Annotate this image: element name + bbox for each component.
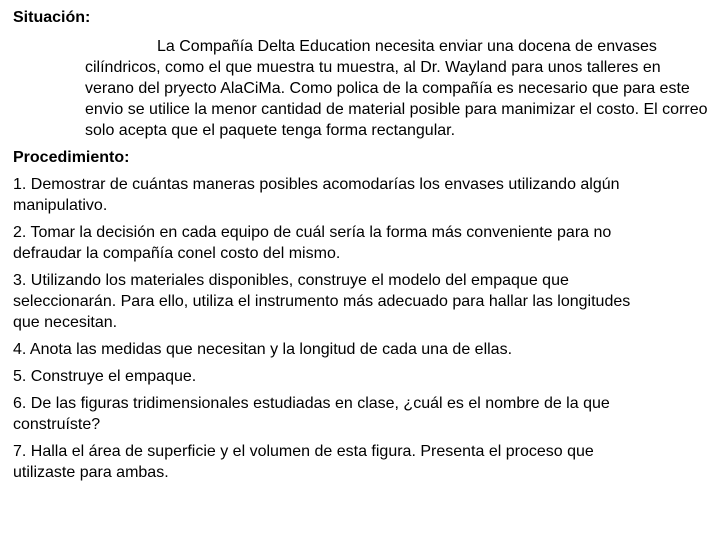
situation-line: La Compañía Delta Education necesita enviar una docena de envases	[157, 38, 657, 55]
step-line: utilizaste para ambas.	[13, 464, 169, 481]
situation-heading: Situación:	[13, 9, 91, 26]
step-line: 4. Anota las medidas que necesitan y la longitud de cada una de ellas.	[13, 341, 513, 358]
step-line: 3. Utilizando los materiales disponibles, construye el modelo del empaque que	[13, 272, 569, 289]
step-line: 5. Construye el empaque.	[13, 368, 197, 385]
procedure-heading: Procedimiento:	[13, 149, 130, 166]
situation-line: solo acepta que el paquete tenga forma rectangular.	[85, 122, 456, 139]
procedure-step-6	[13, 393, 717, 435]
procedure-step-5	[13, 366, 717, 387]
step-line: que necesitan.	[13, 314, 118, 331]
situation-line: verano del pryecto AlaCiMa. Como polica de la compañía es necesario que para este	[85, 80, 690, 97]
procedure-step-4	[13, 339, 717, 360]
situation-line: cilíndricos, como el que muestra tu muestra, al Dr. Wayland para unos talleres en	[85, 59, 661, 76]
situation-line: envio se utilice la menor cantidad de material posible para manimizar el costo. El correo	[85, 101, 708, 118]
procedure-step-1	[13, 174, 717, 216]
step-line: defraudar la compañía conel costo del mismo.	[13, 245, 341, 262]
step-line: 2. Tomar la decisión en cada equipo de cuál sería la forma más conveniente para no	[13, 224, 612, 241]
step-line: manipulativo.	[13, 197, 108, 214]
procedure-step-7	[13, 441, 717, 483]
procedure-steps	[13, 174, 717, 483]
document-page	[13, 7, 717, 489]
step-line: seleccionarán. Para ello, utiliza el instrumento más adecuado para hallar las longitudes	[13, 293, 631, 310]
step-line: 6. De las figuras tridimensionales estudiadas en clase, ¿cuál es el nombre de la que	[13, 395, 610, 412]
step-line: construíste?	[13, 416, 101, 433]
procedure-step-3	[13, 270, 717, 333]
situation-paragraph	[13, 36, 717, 141]
step-line: 1. Demostrar de cuántas maneras posibles acomodarías los envases utilizando algún	[13, 176, 620, 193]
step-line: 7. Halla el área de superficie y el volumen de esta figura. Presenta el proceso que	[13, 443, 594, 460]
procedure-step-2	[13, 222, 717, 264]
